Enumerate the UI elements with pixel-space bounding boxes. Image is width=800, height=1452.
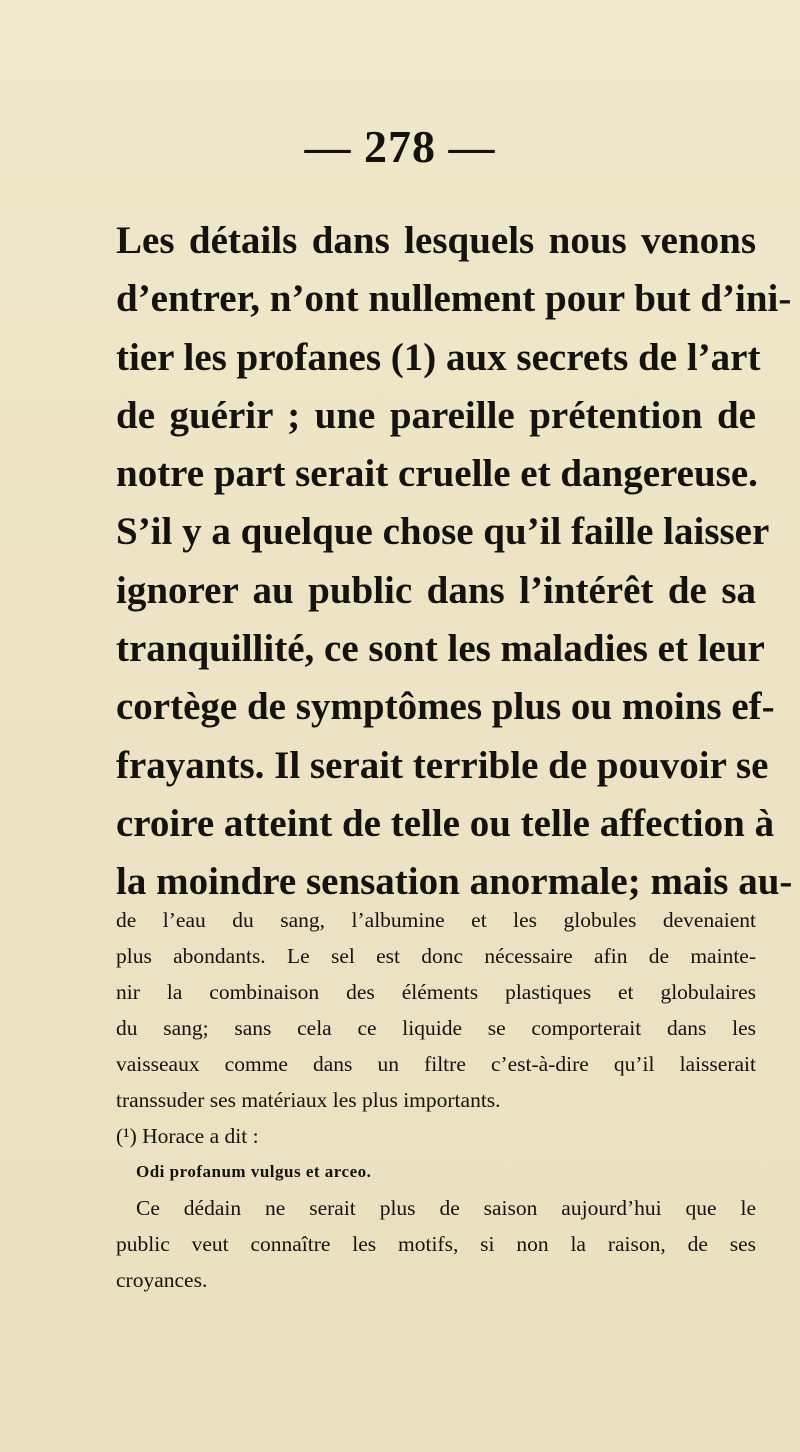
text-line: tier les profanes (1) aux secrets de l’art	[116, 335, 761, 379]
footnote-continuation-line: de l’eau du sang, l’albumine et les globules devenaient	[116, 908, 756, 932]
footnotes	[116, 902, 756, 1298]
footnote-1-line: Ce dédain ne serait plus de saison aujourd’hui que le	[136, 1196, 756, 1220]
footnote-continuation-line: vaisseaux comme dans un filtre c’est-à-dire qu’il laisserait	[116, 1052, 756, 1076]
text-line: notre part serait cruelle et dangereuse.	[116, 452, 758, 496]
main-paragraph	[116, 212, 793, 912]
footnote-1-line: croyances.	[116, 1268, 208, 1292]
text-line: S’il y a quelque chose qu’il faille laisser	[116, 510, 770, 554]
footnote-continuation-line: plus abondants. Le sel est donc nécessaire afin de mainte-	[116, 944, 756, 968]
footnote-continuation-line: transsuder ses matériaux les plus importants.	[116, 1088, 501, 1112]
page-number: — 278 —	[304, 121, 496, 172]
text-line: tranquillité, ce sont les maladies et leur	[116, 627, 765, 671]
text-line: Les détails dans lesquels nous venons	[116, 219, 756, 262]
footnote-continuation-line: du sang; sans cela ce liquide se comporterait dans les	[116, 1016, 756, 1040]
text-line: cortège de symptômes plus ou moins ef-	[116, 685, 775, 729]
text-line: d’entrer, n’ont nullement pour but d’ini-	[116, 277, 792, 321]
footnote-1-intro: (¹) Horace a dit :	[116, 1124, 259, 1148]
text-line: de guérir ; une pareille prétention de	[116, 393, 756, 437]
text-line: frayants. Il serait terrible de pouvoir se	[116, 743, 769, 787]
text-line: croire atteint de telle ou telle affection à	[116, 801, 775, 845]
footnote-1-line: public veut connaître les motifs, si non la raison, de ses	[116, 1232, 756, 1256]
text-line: la moindre sensation anormale; mais au-	[116, 860, 793, 904]
footnote-1-quote: Odi profanum vulgus et arceo.	[136, 1162, 372, 1181]
footnote-continuation-line: nir la combinaison des éléments plastiques et globulaires	[116, 980, 756, 1004]
text-line: ignorer au public dans l’intérêt de sa	[116, 568, 756, 612]
